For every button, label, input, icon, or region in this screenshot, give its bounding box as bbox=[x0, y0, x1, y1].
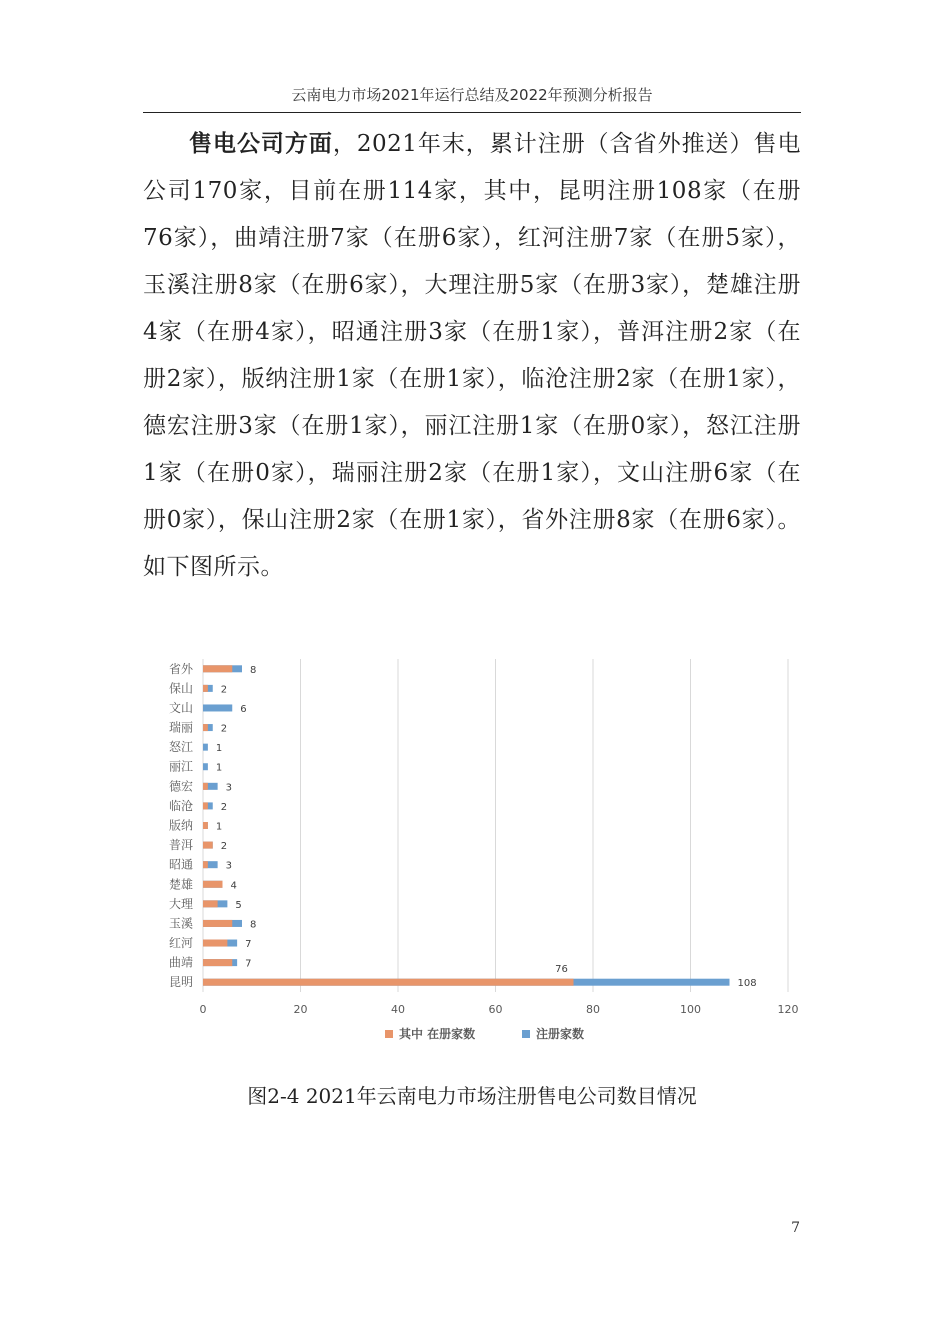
bar-in-registry bbox=[203, 685, 208, 692]
data-label: 3 bbox=[225, 860, 232, 872]
category-label: 曲靖 bbox=[168, 955, 193, 970]
category-label: 省外 bbox=[168, 661, 193, 676]
bar-in-registry bbox=[203, 822, 208, 829]
chart-svg bbox=[150, 650, 810, 1060]
data-label: 3 bbox=[225, 782, 232, 794]
bar-in-registry bbox=[203, 940, 227, 947]
x-tick-label: 20 bbox=[293, 1003, 308, 1016]
bar-registered bbox=[203, 763, 208, 770]
sales-company-chart bbox=[150, 650, 810, 1060]
legend-swatch-registered bbox=[522, 1030, 530, 1038]
running-header: 云南电力市场2021年运行总结及2022年预测分析报告 bbox=[291, 86, 653, 104]
legend-swatch-in-registry bbox=[385, 1030, 393, 1038]
data-label: 108 bbox=[737, 978, 757, 990]
data-label: 7 bbox=[245, 958, 252, 970]
paragraph-lead: 售电公司方面 bbox=[189, 131, 333, 157]
bar-in-registry bbox=[203, 959, 232, 966]
bar-in-registry bbox=[203, 881, 223, 888]
category-label: 楚雄 bbox=[168, 877, 193, 892]
data-label: 5 bbox=[235, 899, 242, 911]
category-label: 临沧 bbox=[168, 798, 193, 813]
bar-registered bbox=[203, 744, 208, 751]
category-label: 文山 bbox=[168, 700, 193, 715]
bar-in-registry bbox=[203, 665, 232, 672]
data-label: 1 bbox=[215, 762, 223, 774]
category-label: 玉溪 bbox=[168, 916, 193, 931]
data-label-in-registry: 76 bbox=[555, 964, 568, 976]
bar-in-registry bbox=[203, 783, 208, 790]
x-tick-label: 120 bbox=[777, 1003, 799, 1016]
x-tick-label: 60 bbox=[488, 1003, 503, 1016]
bar-in-registry bbox=[203, 861, 208, 868]
x-tick-label: 40 bbox=[391, 1003, 405, 1016]
figure-caption: 图2-4 2021年云南电力市场注册售电公司数目情况 bbox=[247, 1084, 697, 1108]
data-label: 7 bbox=[245, 939, 252, 951]
bar-in-registry bbox=[203, 802, 208, 809]
data-label: 2 bbox=[220, 801, 228, 813]
category-label: 怒江 bbox=[168, 740, 193, 755]
bar-registered bbox=[203, 704, 232, 711]
data-label: 2 bbox=[220, 684, 228, 696]
category-label: 丽江 bbox=[168, 759, 193, 774]
body-paragraph bbox=[143, 121, 801, 591]
category-label: 昆明 bbox=[168, 975, 193, 990]
header-rule bbox=[143, 112, 801, 113]
legend-label-registered: 注册家数 bbox=[536, 1027, 585, 1041]
bar-in-registry bbox=[203, 842, 213, 849]
bar-in-registry bbox=[203, 920, 232, 927]
data-label: 1 bbox=[215, 743, 223, 755]
category-label: 瑞丽 bbox=[168, 720, 193, 735]
x-tick-label: 100 bbox=[680, 1003, 701, 1016]
category-label: 德宏 bbox=[168, 779, 193, 794]
legend-label-in-registry: 其中 在册家数 bbox=[399, 1027, 476, 1041]
category-label: 红河 bbox=[168, 936, 193, 951]
x-tick-label: 0 bbox=[199, 1003, 207, 1016]
data-label: 2 bbox=[220, 723, 228, 735]
category-label: 大理 bbox=[168, 896, 193, 911]
data-label: 8 bbox=[250, 919, 257, 931]
category-label: 保山 bbox=[168, 681, 193, 696]
page-number: 7 bbox=[791, 1220, 800, 1236]
data-label: 8 bbox=[250, 664, 257, 676]
category-label: 普洱 bbox=[168, 838, 193, 853]
bar-in-registry bbox=[203, 724, 208, 731]
x-tick-label: 80 bbox=[586, 1003, 600, 1016]
data-label: 4 bbox=[230, 880, 237, 892]
bar-in-registry bbox=[203, 979, 574, 986]
data-label: 1 bbox=[215, 821, 223, 833]
data-label: 6 bbox=[240, 703, 247, 715]
data-label: 2 bbox=[220, 841, 228, 853]
bar-in-registry bbox=[203, 900, 218, 907]
category-label: 版纳 bbox=[168, 818, 193, 833]
category-label: 昭通 bbox=[168, 857, 193, 872]
paragraph-body: ，2021年末，累计注册（含省外推送）售电公司170家，目前在册114家，其中，昆明注册108家（在册76家），曲靖注册7家（在册6家），红河注册7家（在册5家），玉溪注册8家（在册6家），大理注册5家（在册3家），楚雄注册4家（在册4家），昭通注册3家（在册1家），普洱注册2家（在册2家），版纳注册1家（在册1家），临沧注册2家（在册1家），德宏注册3家（在册1家），丽江注册1家（在册0家），怒江注册1家（在册0家），瑞丽注册2家（在册1家），文山注册6家（在册0家），保山注册2家（在册1家），省外注册8家（在册6家）。如下图所示。 bbox=[143, 131, 801, 580]
